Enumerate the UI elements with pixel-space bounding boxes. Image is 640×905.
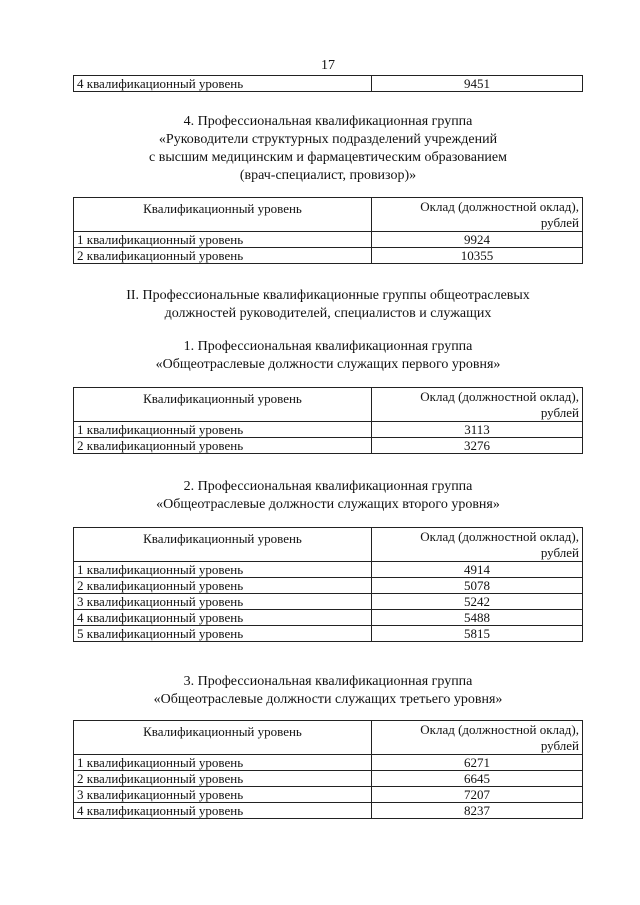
level-cell: 4 квалификационный уровень <box>74 76 372 92</box>
header-line: Оклад (должностной оклад), <box>420 389 579 404</box>
heading-line: «Руководители структурных подразделений учреждений <box>158 132 498 147</box>
table-row <box>74 594 583 610</box>
table-row <box>74 562 583 578</box>
heading-line: (врач-специалист, провизор)» <box>239 168 417 183</box>
table-header-row <box>74 198 583 232</box>
salary-cell: 4914 <box>372 562 583 578</box>
salary-cell: 3276 <box>372 438 583 454</box>
column-header-salary <box>372 198 583 232</box>
column-header-level: Квалификационный уровень <box>74 528 372 562</box>
salary-cell: 5488 <box>372 610 583 626</box>
level-cell: 1 квалификационный уровень <box>74 562 372 578</box>
table-row <box>74 771 583 787</box>
g2-salary-table <box>73 527 583 642</box>
column-header-level: Квалификационный уровень <box>74 388 372 422</box>
column-header-salary <box>372 388 583 422</box>
header-line: Оклад (должностной оклад), <box>420 722 579 737</box>
section2-heading <box>0 287 640 323</box>
header-line: рублей <box>540 215 579 230</box>
column-header-salary <box>372 721 583 755</box>
level-cell: 2 квалификационный уровень <box>74 578 372 594</box>
salary-cell: 5078 <box>372 578 583 594</box>
g1-salary-table <box>73 387 583 454</box>
group4-heading <box>0 113 640 185</box>
heading-line: «Общеотраслевые должности служащих третьего уровня» <box>153 692 503 707</box>
column-header-level: Квалификационный уровень <box>74 721 372 755</box>
table-row <box>74 422 583 438</box>
header-line: Оклад (должностной оклад), <box>420 199 579 214</box>
level-cell: 1 квалификационный уровень <box>74 422 372 438</box>
level-cell: 4 квалификационный уровень <box>74 610 372 626</box>
salary-cell: 9924 <box>372 232 583 248</box>
table-row <box>74 248 583 264</box>
salary-cell: 6271 <box>372 755 583 771</box>
heading-line: 1. Профессиональная квалификационная группа <box>183 339 473 354</box>
salary-cell: 5815 <box>372 626 583 642</box>
table-row <box>74 803 583 819</box>
header-line: рублей <box>540 405 579 420</box>
heading-line: должностей руководителей, специалистов и служащих <box>164 306 492 321</box>
table-row <box>74 232 583 248</box>
header-line: рублей <box>540 545 579 560</box>
heading-line: 2. Профессиональная квалификационная группа <box>183 479 473 494</box>
salary-table-continued <box>73 75 583 92</box>
g1-heading <box>0 338 640 374</box>
table-row <box>74 438 583 454</box>
level-cell: 3 квалификационный уровень <box>74 787 372 803</box>
table-row <box>74 578 583 594</box>
level-cell: 5 квалификационный уровень <box>74 626 372 642</box>
heading-line: «Общеотраслевые должности служащих второго уровня» <box>156 497 500 512</box>
level-cell: 1 квалификационный уровень <box>74 755 372 771</box>
salary-cell: 7207 <box>372 787 583 803</box>
heading-line: с высшим медицинским и фармацевтическим образованием <box>149 150 507 165</box>
salary-cell: 10355 <box>372 248 583 264</box>
header-line: рублей <box>540 738 579 753</box>
level-cell: 4 квалификационный уровень <box>74 803 372 819</box>
table-row <box>74 787 583 803</box>
heading-line: 4. Профессиональная квалификационная группа <box>183 114 473 129</box>
level-cell: 2 квалификационный уровень <box>74 248 372 264</box>
level-cell: 2 квалификационный уровень <box>74 438 372 454</box>
level-cell: 1 квалификационный уровень <box>74 232 372 248</box>
table-row <box>74 76 583 92</box>
g3-salary-table <box>73 720 583 819</box>
level-cell: 2 квалификационный уровень <box>74 771 372 787</box>
salary-cell: 8237 <box>372 803 583 819</box>
salary-cell: 3113 <box>372 422 583 438</box>
table-header-row <box>74 528 583 562</box>
header-line: Оклад (должностной оклад), <box>420 529 579 544</box>
g2-heading <box>0 478 640 514</box>
column-header-level: Квалификационный уровень <box>74 198 372 232</box>
level-cell: 3 квалификационный уровень <box>74 594 372 610</box>
table-row <box>74 610 583 626</box>
g3-heading <box>0 673 640 709</box>
heading-line: «Общеотраслевые должности служащих первого уровня» <box>155 357 501 372</box>
page-number: 17 <box>321 58 335 73</box>
table-row <box>74 755 583 771</box>
table-header-row <box>74 721 583 755</box>
table-header-row <box>74 388 583 422</box>
salary-cell: 9451 <box>372 76 583 92</box>
heading-line: 3. Профессиональная квалификационная группа <box>183 674 473 689</box>
salary-cell: 5242 <box>372 594 583 610</box>
salary-cell: 6645 <box>372 771 583 787</box>
column-header-salary <box>372 528 583 562</box>
heading-line: II. Профессиональные квалификационные группы общеотраслевых <box>126 288 530 303</box>
group4-salary-table <box>73 197 583 264</box>
table-row <box>74 626 583 642</box>
